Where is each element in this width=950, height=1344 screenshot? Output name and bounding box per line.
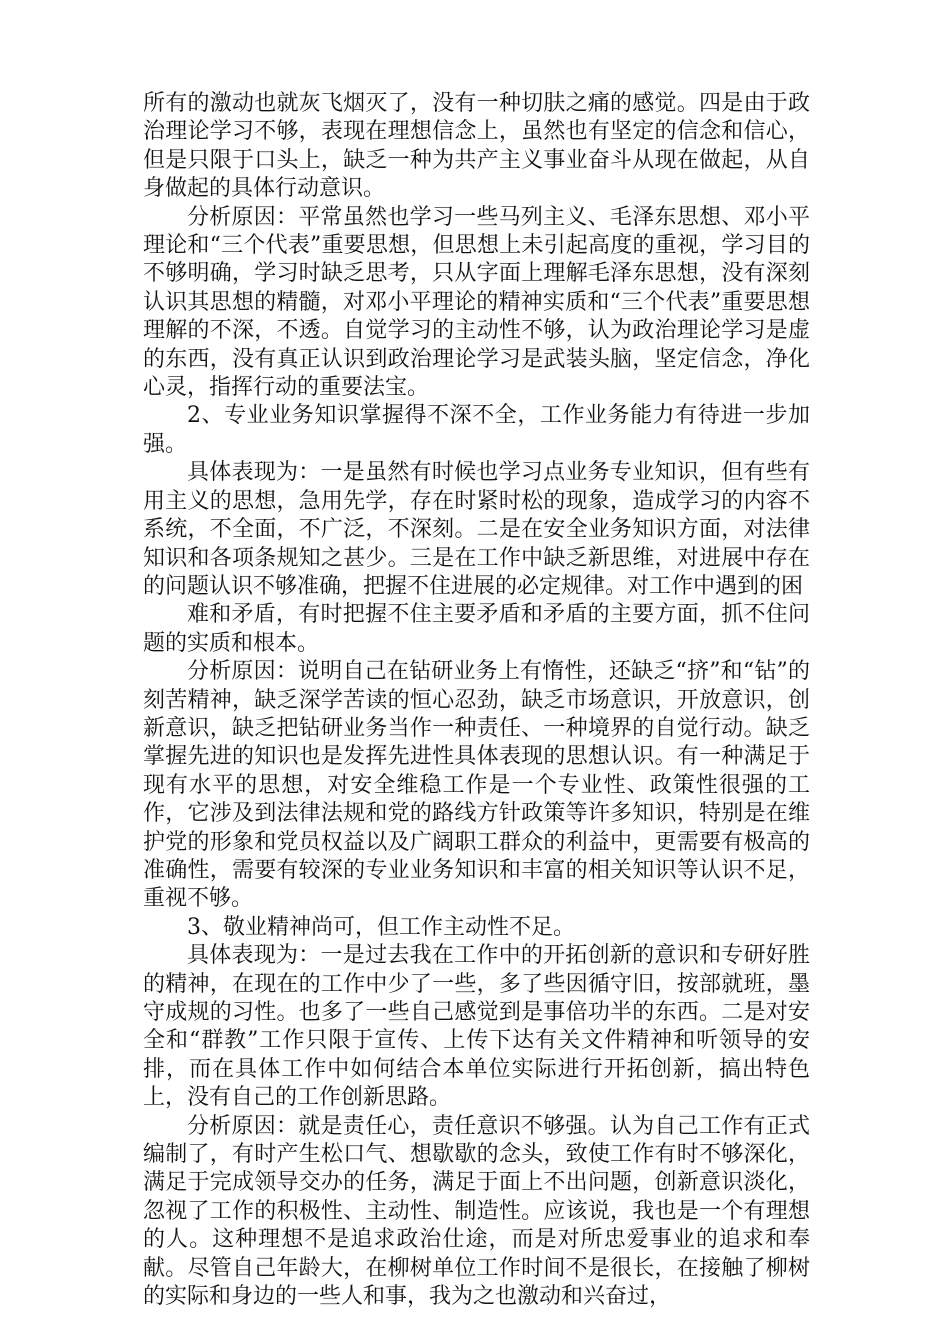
paragraph-2: 分析原因：平常虽然也学习一些马列主义、毛泽东思想、邓小平理论和“三个代表”重要思想，但思想上未引起高度的重视，学习目的不够明确，学习时缺乏思考，只从字面上理解毛泽东思想，没有深刻认识其思想的精髓，对邓小平理论的精神实质和“三个代表”重要思想理解的不深，不透。自觉学习的主动性不够，认为政治理论学习是虚的东西，没有真正认识到政治理论学习是武装头脑，坚定信念，净化心灵，指挥行动的重要法宝。 [143, 204, 810, 401]
document-page [143, 90, 810, 1311]
paragraph-3-heading: 2、专业业务知识掌握得不深不全，工作业务能力有待进一步加强。 [143, 403, 810, 457]
paragraph-5: 难和矛盾，有时把握不住主要矛盾和矛盾的主要方面，抓不住问题的实质和根本。 [143, 602, 810, 656]
paragraph-8: 具体表现为：一是过去我在工作中的开拓创新的意识和专研好胜的精神，在现在的工作中少了一些，多了些因循守旧，按部就班，墨守成规的习性。也多了一些自己感觉到是事倍功半的东西。二是对安全和“群教”工作只限于宣传、上传下达有关文件精神和听领导的安排，而在具体工作中如何结合本单位实际进行开拓创新，搞出特色上，没有自己的工作创新思路。 [143, 943, 810, 1111]
paragraph-6: 分析原因：说明自己在钻研业务上有惰性，还缺乏“挤”和“钻”的刻苦精神，缺乏深学苦读的恒心忍劲，缺乏市场意识，开放意识，创新意识，缺乏把钻研业务当作一种责任、一种境界的自觉行动。缺乏掌握先进的知识也是发挥先进性具体表现的思想认识。有一种满足于现有水平的思想，对安全维稳工作是一个专业性、政策性很强的工作，它涉及到法律法规和党的路线方针政策等许多知识，特别是在维护党的形象和党员权益以及广阔职工群众的利益中，更需要有极高的准确性，需要有较深的专业业务知识和丰富的相关知识等认识不足，重视不够。 [143, 659, 810, 912]
paragraph-7-heading: 3、敬业精神尚可，但工作主动性不足。 [187, 914, 575, 940]
paragraph-4: 具体表现为：一是虽然有时候也学习点业务专业知识，但有些有用主义的思想，急用先学，存在时紧时松的现象，造成学习的内容不系统，不全面，不广泛，不深刻。二是在安全业务知识方面，对法律知识和各项条规知之甚少。三是在工作中缺乏新思维，对进展中存在的问题认识不够准确，把握不住进展的必定规律。对工作中遇到的困 [143, 460, 810, 599]
paragraph-9: 分析原因：就是责任心，责任意识不够强。认为自己工作有正式编制了，有时产生松口气、想歇歇的念头，致使工作有时不够深化，满足于完成领导交办的任务，满足于面上不出问题，创新意识淡化，忽视了工作的积极性、主动性、制造性。应该说，我也是一个有理想的人。这种理想不是追求政治仕途，而是对所忠爱事业的追求和奉献。尽管自己年龄大，在柳树单位工作时间不是很长，在接触了柳树的实际和身边的一些人和事，我为之也激动和兴奋过， [143, 1113, 810, 1310]
paragraph-1: 所有的激动也就灰飞烟灭了，没有一种切肤之痛的感觉。四是由于政治理论学习不够，表现在理想信念上，虽然也有坚定的信念和信心，但是只限于口头上，缺乏一种为共产主义事业奋斗从现在做起，从自身做起的具体行动意识。 [143, 91, 810, 202]
